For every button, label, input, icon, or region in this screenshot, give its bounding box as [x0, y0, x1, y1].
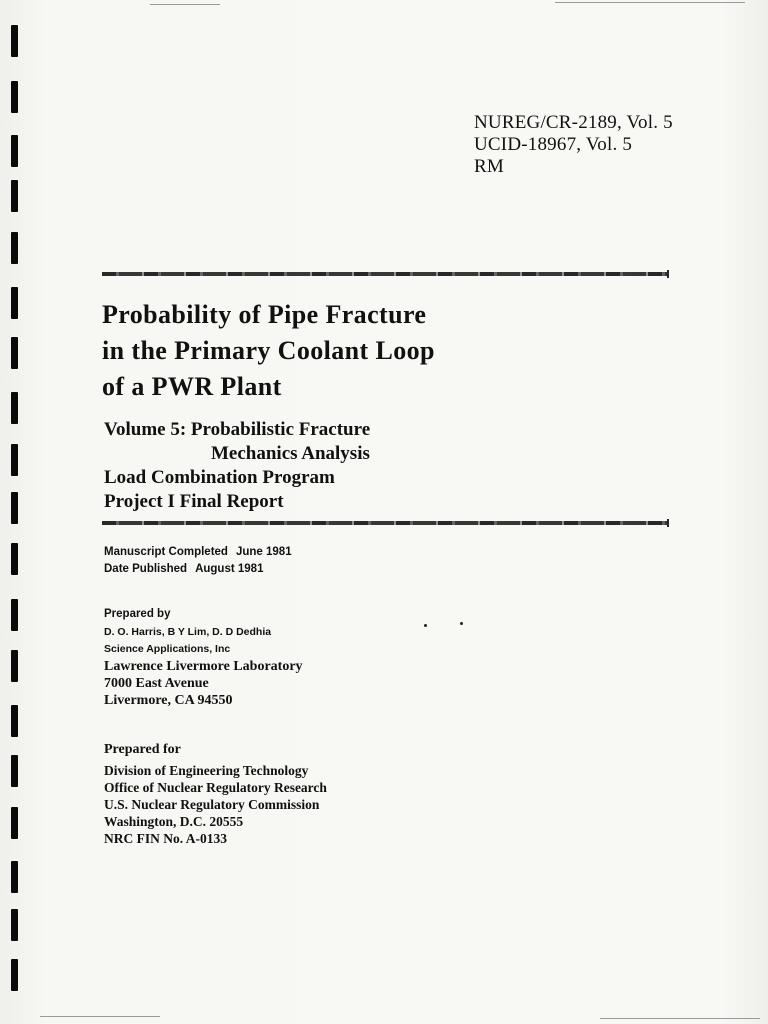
report-distribution-code: RM	[474, 156, 504, 177]
binding-mark	[11, 232, 18, 264]
sponsor-line: Washington, D.C. 20555	[104, 814, 244, 829]
laboratory-city: Livermore, CA 94550	[104, 693, 233, 708]
document-subtitle	[104, 418, 370, 514]
binding-mark	[11, 861, 18, 893]
binding-mark	[11, 755, 18, 787]
subtitle-line: Project I Final Report	[104, 491, 284, 512]
manuscript-completed	[104, 544, 292, 561]
subtitle-line: Mechanics Analysis	[211, 443, 370, 464]
laboratory-address	[104, 658, 303, 709]
scan-speck	[460, 622, 463, 625]
scan-speck	[424, 624, 427, 627]
sponsor-line: U.S. Nuclear Regulatory Commission	[104, 797, 320, 812]
date-published-label: Date Published	[104, 563, 188, 575]
scan-edge-line	[150, 4, 220, 5]
manuscript-completed-value: June 1981	[235, 546, 292, 558]
sponsor-line: Division of Engineering Technology	[104, 763, 309, 778]
date-published	[104, 561, 292, 578]
binding-mark	[11, 909, 18, 941]
authors: D. O. Harris, B Y Lim, D. D Dedhia	[104, 626, 272, 638]
report-identifiers	[474, 112, 673, 178]
scan-edge-line	[600, 1018, 760, 1019]
prepared-by-heading: Prepared by	[104, 608, 171, 620]
title-top-rule	[102, 272, 668, 276]
binding-mark	[11, 543, 18, 575]
fin-number: NRC FIN No. A-0133	[104, 831, 227, 846]
binding-mark	[11, 650, 18, 682]
binding-mark	[11, 959, 18, 991]
prepared-for-heading: Prepared for	[104, 742, 181, 757]
binding-marks	[11, 25, 21, 1015]
manuscript-completed-label: Manuscript Completed	[104, 546, 228, 558]
subtitle-line: Volume 5: Probabilistic Fracture	[104, 419, 371, 440]
binding-mark	[11, 444, 18, 476]
document-title	[102, 297, 435, 405]
laboratory-name: Lawrence Livermore Laboratory	[104, 659, 303, 674]
prepared-for-section	[104, 738, 327, 847]
laboratory-street: 7000 East Avenue	[104, 676, 209, 691]
title-line: in the Primary Coolant Loop	[102, 336, 435, 365]
report-ucid: UCID-18967, Vol. 5	[474, 134, 633, 155]
title-line: Probability of Pipe Fracture	[102, 300, 427, 329]
prepared-by-section	[104, 604, 303, 709]
subtitle-line: Load Combination Program	[104, 467, 335, 488]
title-bottom-rule	[102, 521, 668, 525]
binding-mark	[11, 180, 18, 212]
binding-mark	[11, 337, 18, 369]
binding-mark	[11, 135, 18, 167]
binding-mark	[11, 287, 18, 319]
binding-mark	[11, 81, 18, 113]
publication-dates	[104, 544, 292, 578]
sponsor-line: Office of Nuclear Regulatory Research	[104, 780, 327, 795]
binding-mark	[11, 492, 18, 524]
binding-mark	[11, 599, 18, 631]
author-company: Science Applications, Inc	[104, 643, 231, 655]
binding-mark	[11, 705, 18, 737]
binding-mark	[11, 807, 18, 839]
scan-edge-line	[40, 1016, 160, 1017]
date-published-value: August 1981	[195, 563, 264, 575]
report-number: NUREG/CR-2189, Vol. 5	[474, 112, 673, 133]
scan-edge-line	[555, 2, 745, 3]
title-line: of a PWR Plant	[102, 372, 282, 401]
binding-mark	[11, 25, 18, 57]
binding-mark	[11, 392, 18, 424]
